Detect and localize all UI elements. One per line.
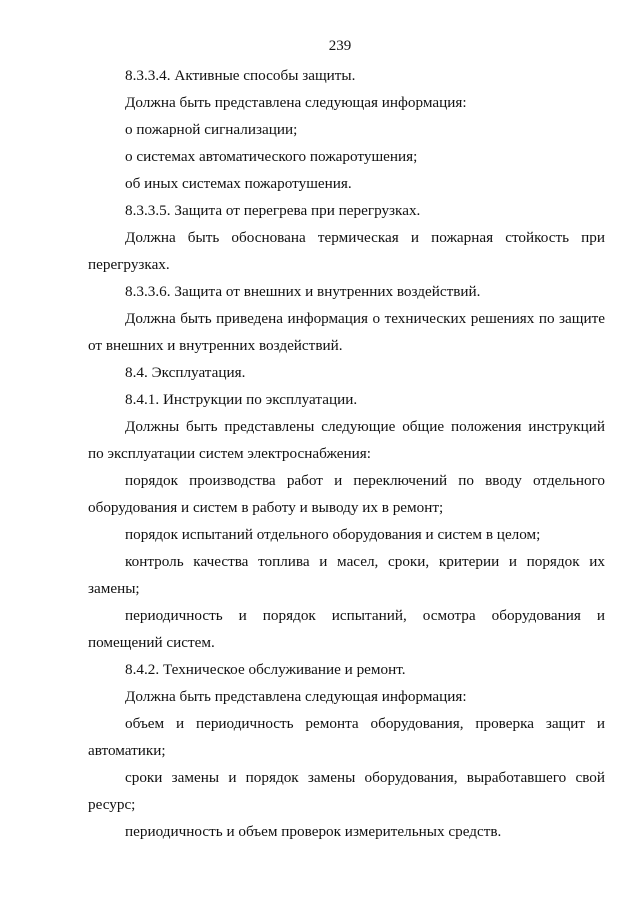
list-item: о системах автоматического пожаротушения; bbox=[125, 148, 418, 165]
list-item: порядок производства работ и переключений по вводу отдельного оборудования и систем в работу и выводу их в ремонт; bbox=[88, 472, 605, 516]
page-number: 239 bbox=[328, 38, 352, 54]
list-item: о пожарной сигнализации; bbox=[125, 121, 298, 138]
section-heading: 8.4.1. Инструкции по эксплуатации. bbox=[125, 391, 358, 408]
section-heading: 8.3.3.5. Защита от перегрева при перегрузках. bbox=[125, 202, 421, 219]
list-item: объем и периодичность ремонта оборудования, проверка защит и автоматики; bbox=[88, 715, 605, 759]
paragraph: Должна быть представлена следующая информация: bbox=[125, 94, 467, 111]
list-item: периодичность и порядок испытаний, осмотра оборудования и помещений систем. bbox=[88, 607, 605, 651]
paragraph: Должны быть представлены следующие общие положения инструкций по эксплуатации систем электроснабжения: bbox=[88, 418, 605, 462]
section-heading: 8.4.2. Техническое обслуживание и ремонт. bbox=[125, 661, 406, 678]
list-item: контроль качества топлива и масел, сроки, критерии и порядок их замены; bbox=[88, 553, 605, 597]
list-item: порядок испытаний отдельного оборудования и систем в целом; bbox=[125, 526, 541, 543]
section-heading: 8.3.3.6. Защита от внешних и внутренних воздействий. bbox=[125, 283, 481, 300]
document-body bbox=[88, 62, 605, 845]
list-item: периодичность и объем проверок измерительных средств. bbox=[125, 823, 502, 840]
paragraph: Должна быть представлена следующая информация: bbox=[125, 688, 467, 705]
section-heading: 8.4. Эксплуатация. bbox=[125, 364, 246, 381]
list-item: сроки замены и порядок замены оборудования, выработавшего свой ресурс; bbox=[88, 769, 605, 813]
paragraph: Должна быть приведена информация о технических решениях по защите от внешних и внутренних воздействий. bbox=[88, 310, 605, 354]
paragraph: Должна быть обоснована термическая и пожарная стойкость при перегрузках. bbox=[88, 229, 605, 273]
list-item: об иных системах пожаротушения. bbox=[125, 175, 352, 192]
section-heading: 8.3.3.4. Активные способы защиты. bbox=[125, 67, 356, 84]
